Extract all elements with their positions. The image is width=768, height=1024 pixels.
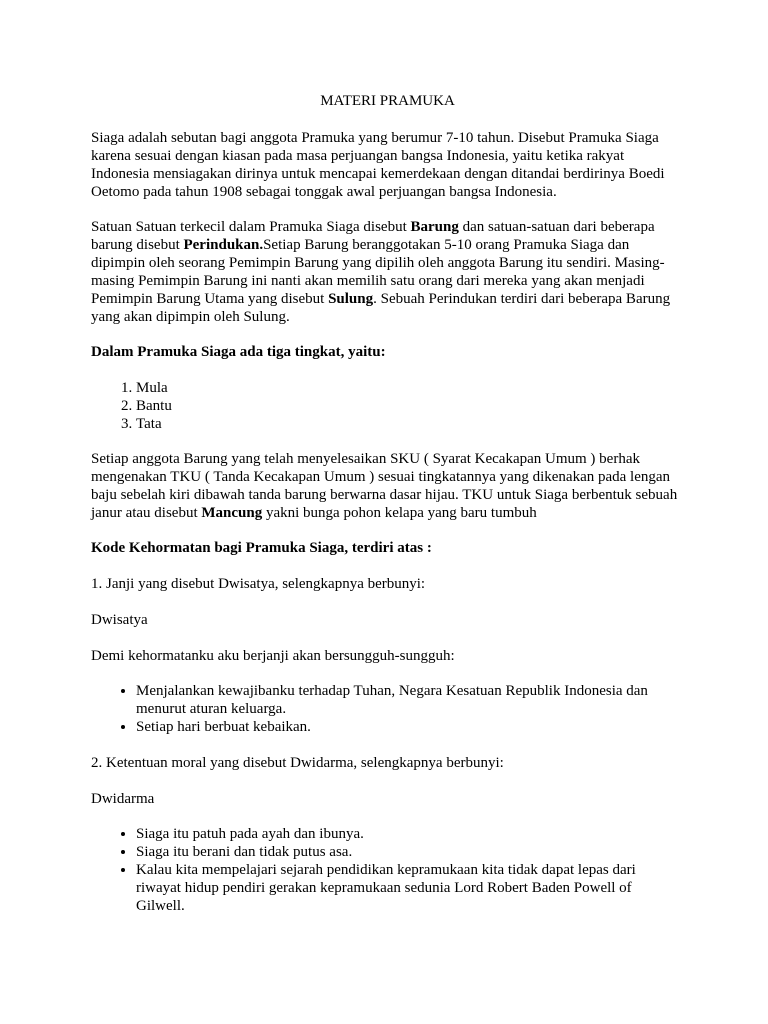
level-item: 1. Mula [136,379,680,397]
dwisatya-item: • Menjalankan kewajibanku terhadap Tuhan, Negara Kesatuan Republik Indonesia dan menurut aturan keluarga. [136,682,680,718]
heading-kode-kehormatan: Kode Kehormatan bagi Pramuka Siaga, terdiri atas : [91,540,432,556]
item-ketentuan-moral: 2. Ketentuan moral yang disebut Dwidarma, selengkapnya berbunyi: [91,755,504,771]
level-item: 2. Bantu [136,397,680,415]
label-dwisatya: Dwisatya [91,612,148,628]
dwidarma-item: • Siaga itu patuh pada ayah dan ibunya. [136,825,680,843]
dwisatya-item: • Setiap hari berbuat kebaikan. [136,718,680,736]
dwidarma-item: • Siaga itu berani dan tidak putus asa. [136,843,680,861]
item-janji: 1. Janji yang disebut Dwisatya, selengkapnya berbunyi: [91,576,426,592]
paragraph-demi: Demi kehormatanku aku berjanji akan bersungguh-sungguh: [91,648,455,664]
document-title: MATERI PRAMUKA [320,93,455,109]
dwidarma-list [91,825,680,915]
heading-tingkat: Dalam Pramuka Siaga ada tiga tingkat, yaitu: [91,344,386,360]
dwisatya-list [91,682,680,736]
term-mancung: Mancung [201,505,263,521]
term-sulung: Sulung [328,291,374,307]
level-item: 3. Tata [136,415,680,433]
term-barung: Barung [410,219,459,235]
paragraph-satuan-text-3: Setiap Barung beranggotakan 5-10 orang Pramuka Siaga dan dipimpin oleh seorang Pemimpin Barung yang dipilih oleh anggota Barung itu sendiri. Masing-masing Pemimpin Barung ini nanti akan memilih satu orang dari mereka yang akan menjadi Pemimpin Barung Utama yang disebut [91,237,665,307]
paragraph-sku-text-2: yakni bunga pohon kelapa yang baru tumbuh [262,505,537,521]
paragraph-satuan-text-1: Satuan Satuan terkecil dalam Pramuka Siaga disebut [91,219,411,235]
paragraph-sku [91,450,680,522]
levels-list [91,379,680,433]
dwidarma-item: • Kalau kita mempelajari sejarah pendidikan kepramukaan kita tidak dapat lepas dari riwayat hidup pendiri gerakan kepramukaan sedunia Lord Robert Baden Powell of Gilwell. [136,861,680,915]
paragraph-siaga-intro: Siaga adalah sebutan bagi anggota Pramuka yang berumur 7-10 tahun. Disebut Pramuka Siaga karena sesuai dengan kiasan pada masa perjuangan bangsa Indonesia, yaitu ketika rakyat Indonesia mensiagakan dirinya untuk mencapai kemerdekaan dengan ditandai berdirinya Boedi Oetomo pada tahun 1908 sebagai tonggak awal perjuangan bangsa Indonesia. [91,130,665,200]
paragraph-satuan [91,218,680,326]
label-dwidarma: Dwidarma [91,791,155,807]
paragraph-satuan-text-4: . Sebuah Perindukan terdiri dari beberapa Barung yang akan dipimpin oleh Sulung. [91,291,671,325]
paragraph-satuan-text-2: dan satuan-satuan dari beberapa barung disebut [91,219,655,253]
term-perindukan: Perindukan. [183,237,264,253]
paragraph-sku-text-1: Setiap anggota Barung yang telah menyelesaikan SKU ( Syarat Kecakapan Umum ) berhak mengenakan TKU ( Tanda Kecakapan Umum ) sesuai tingkatannya yang dikenakan pada lengan baju sebelah kiri dibawah tanda barung berwarna dasar hijau. TKU untuk Siaga berbentuk sebuah janur atau disebut [91,451,678,521]
